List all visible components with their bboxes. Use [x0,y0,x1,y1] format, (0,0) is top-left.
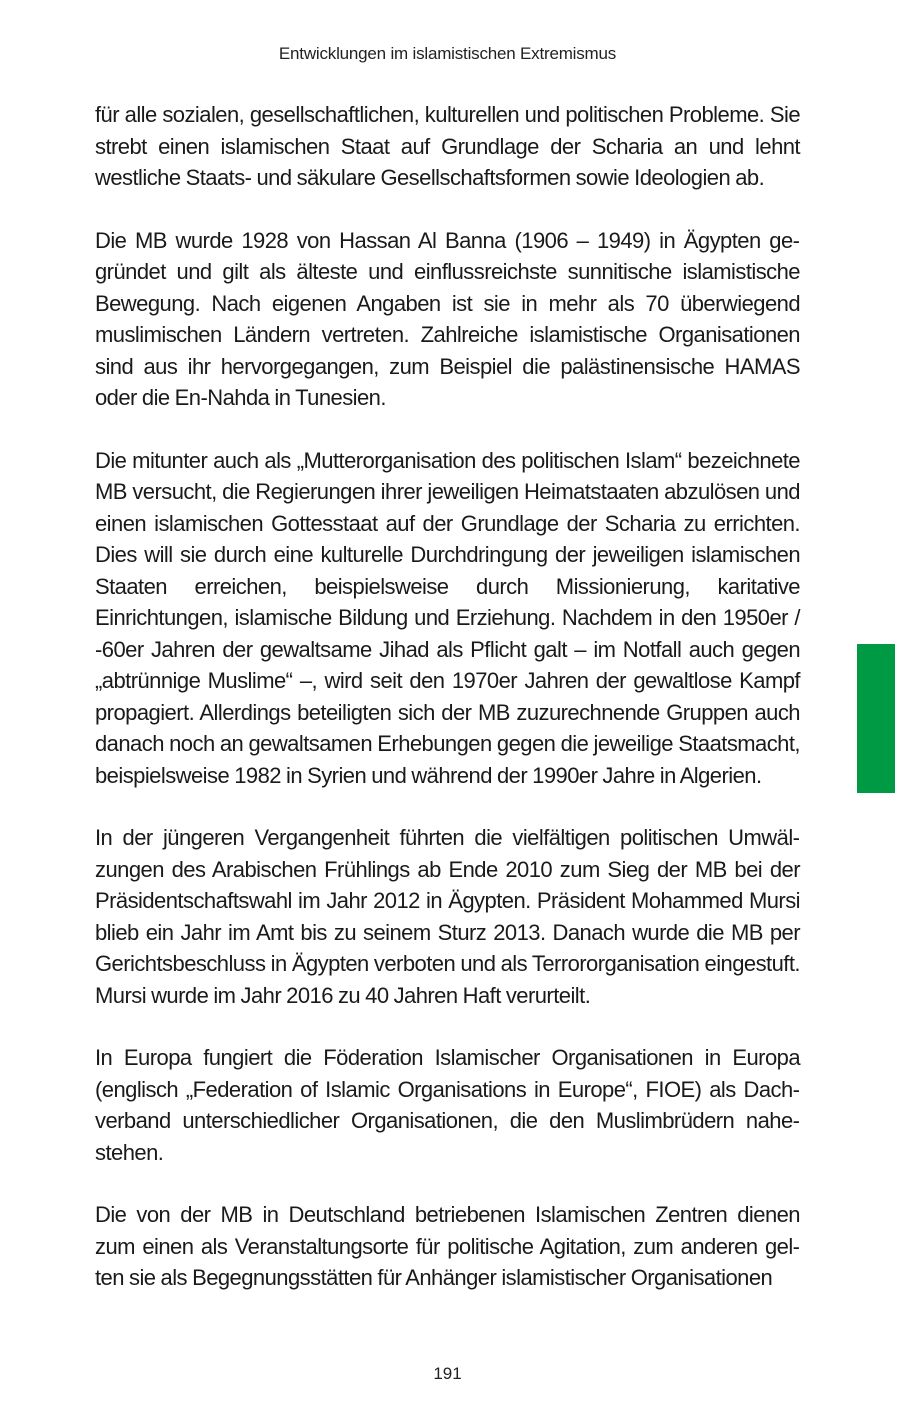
paragraph: Die mitunter auch als „Mutterorganisation des politischen Islam“ bezeichnete MB versucht, die Regierungen ihrer jeweiligen Heimatstaaten abzulösen und einen islamischen Gottesstaat auf der Grundlage der Scharia zu errichten. Dies will sie durch eine kulturelle Durchdringung der jeweiligen islamischen Staaten erreichen, beispielsweise durch Missionierung, karitative Einrichtungen, islamische Bildung und Erziehung. Nachdem in den 1950er / -60er Jahren der gewaltsame Jihad als Pflicht galt – im Notfall auch gegen „abtrünnige Muslime“ –, wird seit den 1970er Jahren der gewaltlose Kampf propagiert. Allerdings beteiligten sich der MB zuzurechnende Gruppen auch danach noch an gewaltsamen Erhebungen gegen die jeweilige Staatsmacht, beispielsweise 1982 in Syrien und während der 1990er Jahre in Algerien. [95,447,800,788]
section-tab-marker [857,644,895,793]
paragraph: In Europa fungiert die Föderation Islamischer Organisationen in Europa (englisch „Federation of Islamic Organisations in Europe“, FIOE) als Dachverband unterschiedlicher Organisationen, die den Muslimbrüdern nahestehen. [95,1045,800,1165]
paragraph: Die von der MB in Deutschland betriebenen Islamischen Zentren dienen zum einen als Veranstaltungsorte für politische Agitation, zum anderen gelten sie als Begegnungsstätten für Anhänger islamistischer Organisationen [95,1202,800,1290]
body-text [95,99,800,1294]
paragraph: In der jüngeren Vergangenheit führten die vielfältigen politischen Umwälzungen des Arabischen Frühlings ab Ende 2010 zum Sieg der MB bei der Präsidentschaftswahl im Jahr 2012 in Ägypten. Präsident Mohammed Mursi blieb ein Jahr im Amt bis zu seinem Sturz 2013. Danach wurde die MB per Gerichtsbeschluss in Ägypten verboten und als Terrororganisation eingestuft. Mursi wurde im Jahr 2016 zu 40 Jahren Haft verurteilt. [95,825,800,1008]
page-number: 191 [433,1364,462,1383]
paragraph: für alle sozialen, gesellschaftlichen, kulturellen und politischen Probleme. Sie strebt einen islamischen Staat auf Grundlage der Scharia an und lehnt westliche Staats- und säkulare Gesellschaftsformen sowie Ideologien ab. [95,102,800,190]
running-header: Entwicklungen im islamistischen Extremismus [278,44,617,63]
paragraph: Die MB wurde 1928 von Hassan Al Banna (1906 – 1949) in Ägypten gegründet und gilt als älteste und einflussreichste sunnitische islamistische Bewegung. Nach eigenen Angaben ist sie in mehr als 70 überwiegend muslimischen Ländern vertreten. Zahlreiche islamistische Organisationen sind aus ihr hervorgegangen, zum Beispiel die palästinensische HAMAS oder die En-Nahda in Tunesien. [95,227,800,410]
